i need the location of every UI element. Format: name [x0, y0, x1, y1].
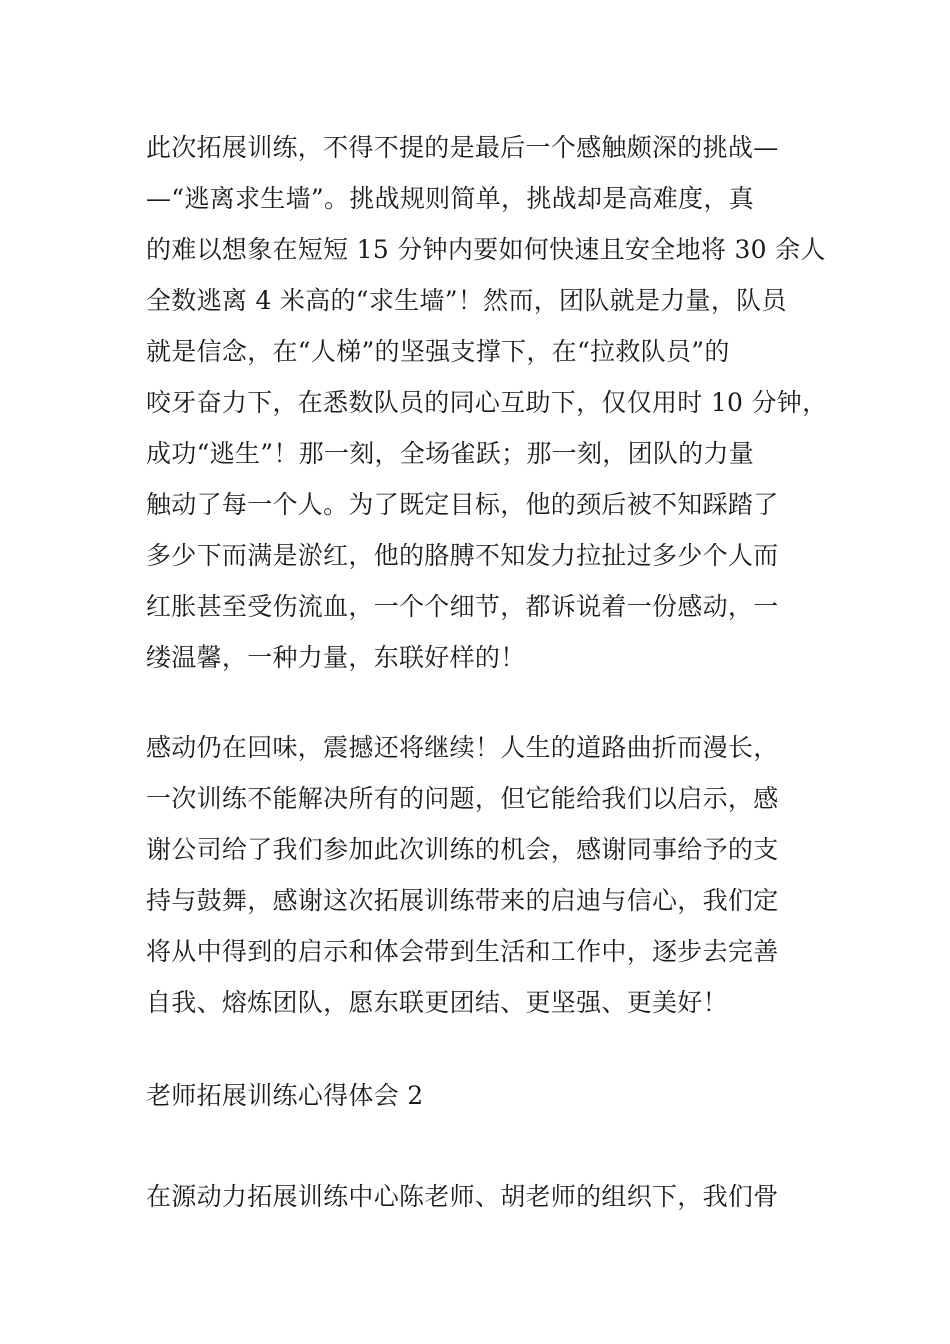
- text-line: 感动仍在回味，震撼还将继续！人生的道路曲折而漫长，: [146, 733, 779, 762]
- text-line: 一次训练不能解决所有的问题，但它能给我们以启示，感: [146, 784, 779, 813]
- text-line: 将从中得到的启示和体会带到生活和工作中，逐步去完善: [146, 937, 779, 966]
- text-line: 全数逃离 4 米高的“求生墙”！然而，团队就是力量，队员: [146, 286, 787, 315]
- text-line: 此次拓展训练，不得不提的是最后一个感触颇深的挑战—: [146, 133, 779, 162]
- section-heading: [146, 1070, 816, 1121]
- text-line: 触动了每一个人。为了既定目标，他的颈后被不知踩踏了: [146, 490, 779, 519]
- paragraph-reflection: [146, 722, 816, 1028]
- text-line: 自我、熔炼团队，愿东联更团结、更坚强、更美好！: [146, 988, 728, 1017]
- text-line: 就是信念，在“人梯”的坚强支撑下，在“拉救队员”的: [146, 337, 730, 366]
- paragraph-escape-wall: [146, 122, 828, 683]
- text-line: 红胀甚至受伤流血，一个个细节，都诉说着一份感动，一: [146, 592, 779, 621]
- paragraph-intro: [146, 1171, 816, 1222]
- text-line: 持与鼓舞，感谢这次拓展训练带来的启迪与信心，我们定: [146, 886, 779, 915]
- text-line: —“逃离求生墙”。挑战规则简单，挑战却是高难度，真: [146, 184, 755, 213]
- heading-text: 老师拓展训练心得体会 2: [146, 1081, 424, 1110]
- text-line: 谢公司给了我们参加此次训练的机会，感谢同事给予的支: [146, 835, 779, 864]
- text-line: 多少下而满是淤红，他的胳膊不知发力拉扯过多少个人而: [146, 541, 779, 570]
- text-line: 成功“逃生”！那一刻，全场雀跃；那一刻，团队的力量: [146, 439, 755, 468]
- text-line: 咬牙奋力下，在悉数队员的同心互助下，仅仅用时 10 分钟，: [146, 388, 828, 417]
- text-line: 缕温馨，一种力量，东联好样的！: [146, 643, 526, 672]
- text-line: 在源动力拓展训练中心陈老师、胡老师的组织下，我们骨: [146, 1182, 779, 1211]
- text-line: 的难以想象在短短 15 分钟内要如何快速且安全地将 30 余人: [146, 235, 826, 264]
